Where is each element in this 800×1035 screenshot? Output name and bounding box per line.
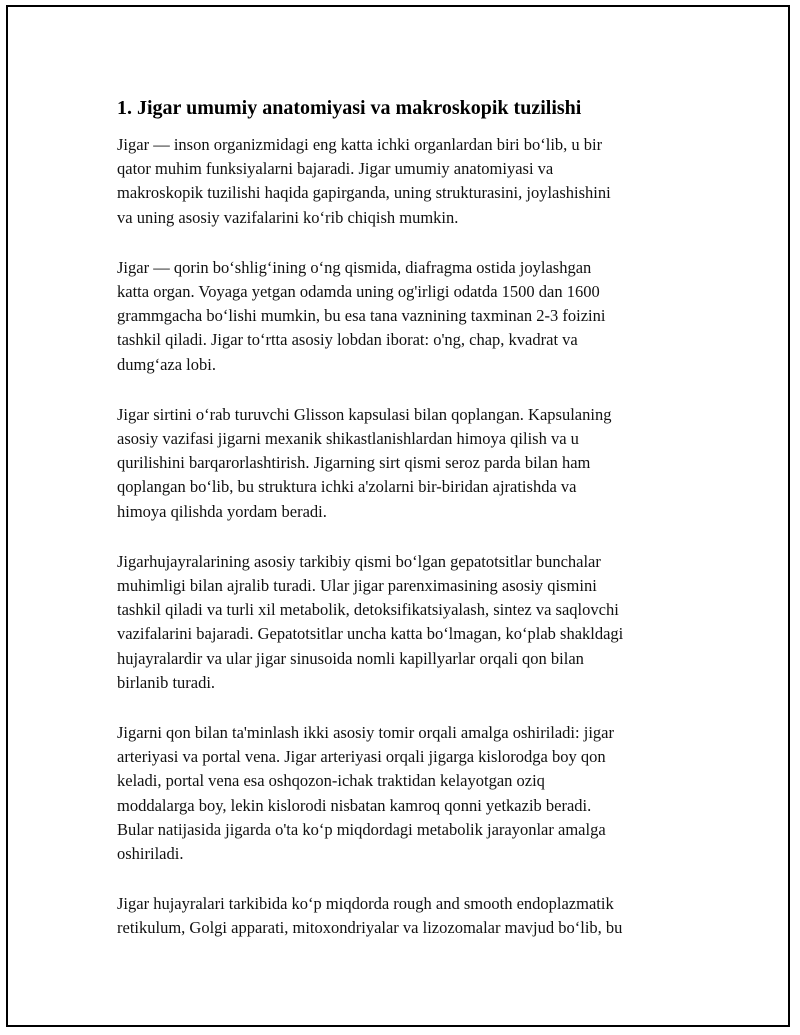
paragraph-3: Jigar sirtini o‘rab turuvchi Glisson kapsulasi bilan qoplangan. Kapsulaning asosiy vazifasi jigarni mexanik shikastlanishlardan himoya qilish va u qurilishini barqarorlashtirish. Jigarning sirt qismi seroz parda bilan ham qoplangan bo‘lib, bu struktura ichki a'zolarni bir-biridan ajratishda va himoya qilishda yordam beradi. [117,404,612,521]
paragraph-2: Jigar — qorin bo‘shlig‘ining o‘ng qismida, diafragma ostida joylashgan katta organ. Voyaga yetgan odamda uning og'irligi odatda 1500 dan 1600 grammgacha bo‘lishi mumkin, bu esa tana vaznining taxminan 2-3 foizini tashkil qiladi. Jigar to‘rtta asosiy lobdan iborat: o'ng, chap, kvadrat va dumg‘aza lobi. [117,257,606,374]
section-heading: 1. Jigar umumiy anatomiyasi va makroskopik tuzilishi [117,97,582,119]
document-body [117,95,692,967]
paragraph-6: Jigar hujayralari tarkibida ko‘p miqdorda rough and smooth endoplazmatik retikulum, Golgi apparati, mitoxondriyalar va lizozomalar mavjud bo‘lib, bu [117,894,623,938]
paragraph-4: Jigarhujayralarining asosiy tarkibiy qismi bo‘lgan gepatotsitlar bunchalar muhimligi bilan ajralib turadi. Ular jigar parenximasining asosiy qismini tashkil qiladi va turli xil metabolik, detoksifikatsiyalash, sintez va saqlovchi vazifalarini bajaradi. Gepatotsitlar uncha katta bo‘lmagan, ko‘plab shakldagi hujayralardir va ular jigar sinusoida nomli kapillyarlar orqali qon bilan birlanib turadi. [117,551,624,692]
paragraph-1: Jigar — inson organizmidagi eng katta ichki organlardan biri bo‘lib, u bir qator muhim funksiyalarni bajaradi. Jigar umumiy anatomiyasi va makroskopik tuzilishi haqida gapirganda, uning strukturasini, joylashishini va uning asosiy vazifalarini ko‘rib chiqish mumkin. [117,135,611,227]
paragraph-5: Jigarni qon bilan ta'minlash ikki asosiy tomir orqali amalga oshiriladi: jigar arteriyasi va portal vena. Jigar arteriyasi orqali jigarga kislorodga boy qon keladi, portal vena esa oshqozon-ichak traktidan kelayotgan oziq moddalarga boy, lekin kislorodi nisbatan kamroq qonni yetkazib beradi. Bular natijasida jigarda o'ta ko‘p miqdordagi metabolik jarayonlar amalga oshiriladi. [117,723,614,864]
